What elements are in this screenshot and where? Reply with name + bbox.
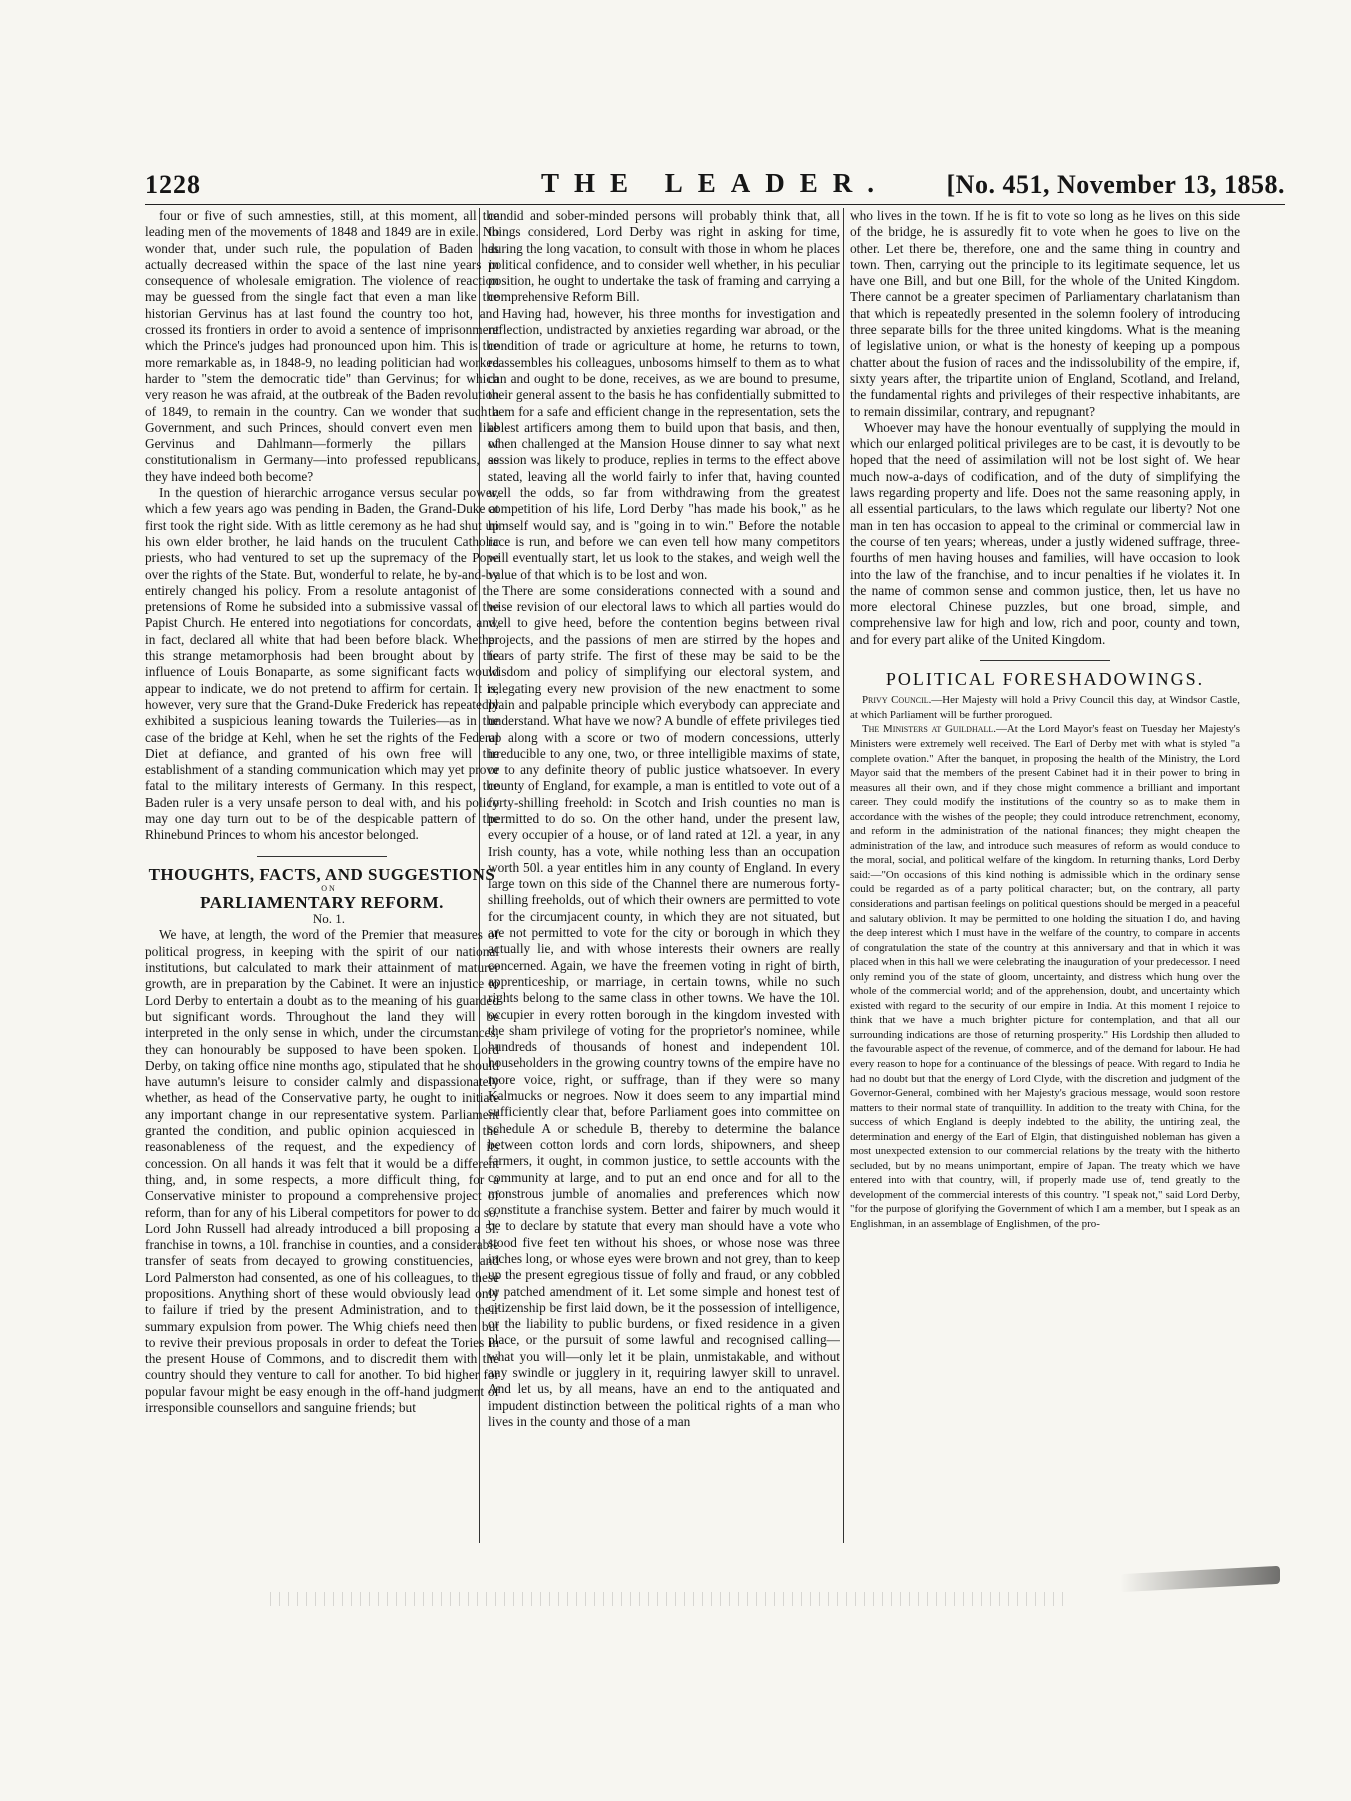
article-heading-subject: PARLIAMENTARY REFORM.	[200, 892, 444, 912]
body-paragraph: Whoever may have the honour eventually of supplying the mould in which our enlarged political privileges are to be cast, it is devoutly to be hoped that the need of assimilation will not be lost sight of. We hear much now-a-days of codification, and of the duty of simplifying the laws regarding property and life. Does not the same reasoning apply, in all essential particulars, to the laws which regulate our liberty? Not one man in ten has occasion to appeal to the criminal or commercial law in the course of ten years; whereas, under a justly widened suffrage, three-fourths of men having houses and families, will have occasion to look into the law of the franchise, and to incur penalties if he violates it. In the name of common sense and common justice, then, let us have no more electoral Chinese puzzles, but one broad, simple, and comprehensive law for high and low, rich and poor, county and town, and for every part alike of the United Kingdom.	[850, 419, 1240, 647]
news-item-text: —Her Majesty will hold a Privy Council this day, at Windsor Castle, at which Parliament will be further prorogued.	[850, 694, 1240, 721]
body-paragraph: In the question of hierarchic arrogance versus secular power, which a few years ago was pending in Baden, the Grand-Duke at first took the right side. With as little ceremony as he had shut up his own elder brother, he laid hands on the truculent Catholic priests, who had ventured to set up the supremacy of the Pope over the rights of the State. But, wonderful to relate, he by-and-by entirely changed his policy. From a resolute antagonist of the pretensions of Rome he subsided into a submissive vassal of the Papist Church. He entered into negotiations for concordats, and, in fact, declared all white that had been before black. Whether this strange metamorphosis had been brought about by the influence of Louis Bonaparte, as some significant facts would appear to indicate, we do not pretend to affirm for certain. It is, however, very sure that the Grand-Duke Frederick has repeatedly exhibited a suspicious leaning towards the Tuileries—as in the case of the bridge at Kehl, when he set the rights of the Federal Diet at defiance, and granted of his own free will the establishment of a standing communication which may yet prove fatal to the military interests of Germany. In this respect, the Baden ruler is a very unsafe person to deal with, and his policy may one day turn out to be of the despicable pattern of the Rhinebund Princes to whom his ancestor belonged.	[145, 485, 499, 843]
section-divider	[257, 856, 387, 857]
ink-smudge	[1120, 1566, 1280, 1592]
news-item-lead: The Ministers at Guildhall.	[862, 723, 996, 736]
article-heading-on: ON	[321, 883, 337, 893]
masthead-title: THE LEADER.	[540, 168, 890, 198]
issue-info: [No. 451, November 13, 1858.	[946, 170, 1285, 199]
news-items	[850, 693, 1240, 1231]
column-left	[145, 208, 499, 1548]
column-middle	[488, 208, 840, 1548]
section-divider	[980, 660, 1110, 661]
page-number: 1228	[145, 170, 201, 199]
section-title: POLITICAL FORESHADOWINGS.	[885, 669, 1205, 690]
print-speckle	[270, 1592, 1070, 1606]
news-item	[850, 722, 1240, 1231]
article-number: No. 1.	[312, 911, 346, 927]
body-paragraph: who lives in the town. If he is fit to vote so long as he lives on this side of the bridge, he is assuredly fit to vote when he goes to live on the other. Let there be, therefore, one and the same thing in country and town. Then, carrying out the principle to its legitimate sequence, let us have one Bill, and but one Bill, for the whole of the United Kingdom. There cannot be a greater specimen of Parliamentary charlatanism than that which is repeatedly presented in the solemn foolery of introducing three separate bills for the three united kingdoms. What is the meaning of legislative union, or what is the honesty of keeping up a pompous chatter about the fusion of races and the indissolubility of the empire, if, sixty years after, the tripartite union of England, Scotland, and Ireland, the fundamental rights and privileges of their respective inhabitants, are to remain dissimilar, contrary, and repugnant?	[850, 208, 1240, 419]
body-paragraph: There are some considerations connected with a sound and wise revision of our electoral laws to which all parties would do well to give heed, before the contention begins between rival projects, and the passions of men are stirred by the hopes and fears of party strife. The first of these may be said to be the wisdom and policy of simplifying our electoral system, and relegating every new provision of the new enactment to some plain and palpable principle which everybody can appreciate and understand. What have we now? A bundle of effete privileges tied up along with a score or two of modern concessions, utterly irreducible to any one, two, or three intelligible maxims of state, or to any definite theory of public justice whatsoever. In every county of England, for example, a man is entitled to vote out of a forty-shilling freehold: in Scotch and Irish counties no man is permitted to do so. On the other hand, under the present law, every occupier of a house, or of land rated at 12l. a year, in any Irish county, has a vote, while nothing less than an occupation worth 50l. a year entitles him in any county of England. In every large town on this side of the Channel there are numerous forty-shilling freeholds, out of which their owners are permitted to vote for the circumjacent county, in which they are not situated, but are not permitted to vote for the city or borough in which they actually lie, and with whose interests their owners are really concerned. Again, we have the freemen voting in right of birth, apprenticeship, or marriage, in certain towns, while no such rights belong to the same class in other towns. We have the 10l. occupier in every rotten borough in the kingdom invested with the sham privilege of voting for the proprietor's nominee, while hundreds of thousands of honest and independent 10l. householders in the growing country towns of the empire have no more voice, right, or suffrage, than if they were so many Kalmucks or negroes. Now it does seem to any impartial mind sufficiently clear that, before Parliament goes into committee on schedule A or schedule B, thereby to determine the balance between cotton lords and corn lords, shipowners, and sheep farmers, it ought, in common justice, to settle accounts with the community at large, and to put an end once and for all to the monstrous jumble of anomalies and preferences which now constitute a franchise system. Better and fairer by much would it be to declare by statute that every man should have a vote who stood five feet ten without his shoes, or whose nose was three inches long, or whose eyes were brown and not grey, than to keep up the present egregious tissue of folly and fraud, or any cobbled or patched amendment of it. Let some simple and honest test of citizenship be first laid down, be it the possession of intelligence, or the liability to public burdens, or fixed residence in a given place, or the pursuit of some lawful and recognised calling—what you will—only let it be plain, unmistakable, and without any swindle or jugglery in it, requiring lawyer skill to unravel. And let us, by all means, have an end to the antiquated and impudent distinction between the political rights of a man who lives in the county and those of a man	[488, 582, 840, 1429]
body-paragraph: We have, at length, the word of the Premier that measures of political progress, in keeping with the spirit of our national institutions, but calculated to mark their attainment of maturer growth, are in preparation by the Cabinet. It were an injustice to Lord Derby to entertain a doubt as to the meaning of his guarded but significant words. Throughout the land they will be interpreted in the only sense in which, under the circumstances, they can honourably be supposed to have been spoken. Lord Derby, on taking office nine months ago, stipulated that he should have autumn's leisure to consider calmly and dispassionately whether, as head of the Conservative party, he ought to initiate any important change in our representative system. Parliament granted the condition, and public opinion acquiesced in the reasonableness of the request, and the expediency of its concession. On all hands it was felt that it would be a different thing, and, in some respects, a more difficult thing, for a Conservative minister to propound a comprehensive project of reform, than for any of his Liberal competitors for power to do so. Lord John Russell had already introduced a bill proposing a 5l. franchise in towns, a 10l. franchise in counties, and a considerable transfer of seats from decayed to growing constituencies, and Lord Palmerston had consented, as one of his colleagues, to these propositions. Anything short of these would obviously lead only to failure if tried by the present Administration, and to their summary expulsion from power. The Whig chiefs need then but to revive their previous proposals in order to defeat the Tories in the present House of Commons, and to discredit them with the country should they venture to call for another. To bid higher for popular favour might be easy enough in the off-hand judgment of irresponsible counsellors and sanguine friends; but	[145, 927, 499, 1416]
body-paragraph: Having had, however, his three months for investigation and reflection, undistracted by anxieties regarding war abroad, or the condition of trade or agriculture at home, he returns to town, reassembles his colleagues, unbosoms himself to them as to what can and ought to be done, receives, as we are bound to presume, their general assent to the basis he has confidentially submitted to them for a safe and efficient change in the representation, sets the ablest artificers among them to build upon that basis, and then, when challenged at the Mansion House dinner to say what next session was likely to produce, replies in terms to the effect above stated, leaving all the world fairly to infer that, having counted well the odds, so far from withdrawing from the greatest competition of his life, Lord Derby "has made his book," as he himself would say, and is "going in to win." Before the notable race is run, and before we can even tell how many competitors will eventually start, let us look to the stakes, and weigh well the value of that which is to be lost and won.	[488, 305, 840, 582]
article-heading: THOUGHTS, FACTS, AND SUGGESTIONS	[148, 864, 496, 884]
news-item-lead: Privy Council.	[862, 694, 932, 707]
body-paragraph: four or five of such amnesties, still, at this moment, all the leading men of the movements of 1848 and 1849 are in exile. No wonder that, under such rule, the population of Baden has actually decreased within the space of the last nine years in consequence of wholesale emigration. The violence of reaction may be guessed from the single fact that even a man like the historian Gervinus has at last found the country too hot, and crossed its frontiers in order to avoid a sentence of imprisonment which the Prince's judges had pronounced upon him. This is the more remarkable as, in 1848-9, no leading politician had worked harder to "stem the democratic tide" than Gervinus; for which very reason he was afraid, at the outbreak of the Baden revolution of 1849, to remain in the country. Can we wonder that such a Government, and such Princes, should convert even men like Gervinus and Dahlmann—formerly the pillars of constitutionalism in Germany—into professed republicans, as they have indeed both become?	[145, 208, 499, 484]
news-item	[850, 693, 1240, 722]
column-right	[850, 208, 1240, 1548]
page-header	[145, 164, 1285, 205]
column-rule-right	[843, 208, 844, 1543]
body-paragraph: candid and sober-minded persons will probably think that, all things considered, Lord Derby was right in asking for time, during the long vacation, to consult with those in whom he places political confidence, and to consider well whether, in his peculiar position, he ought to undertake the task of framing and carrying a comprehensive Reform Bill.	[488, 208, 840, 305]
news-item-text: —At the Lord Mayor's feast on Tuesday her Majesty's Ministers were extremely well received. The Earl of Derby met with what is styled "a complete ovation." After the banquet, in proposing the health of the Ministry, the Lord Mayor said that the members of the present Cabinet had it in their power to bring in measures all their own, and if they chose might commence a brilliant and important career. They could modify the institutions of the country so as to make them in accordance with the wishes of the people; they could introduce retrenchment, economy, and reform in the administration of the national finances; they might cheapen the administration of the law, and introduce such measures of reform as would conduce to the moral, social, and political welfare of the kingdom. In returning thanks, Lord Derby said:—"On occasions of this kind nothing is admissible which in the ordinary sense could be regarded as of a party political character; but, on the contrary, all party considerations and partisan feelings on political questions should be merged in a peaceful and salutary oblivion. It may be permitted to one holding the situation I do, and having the deep interest which I must have in the welfare of the country, to compare in accents of congratulation the state of the country at this anniversary and that in which it was placed when in this hall we were celebrating the inauguration of your predecessor. I need only remind you of the state of gloom, uncertainty, and distress which hung over the whole of the commercial world; and of the apprehension, doubt, and uncertainty which existed with regard to the security of our empire in India. At this moment I rejoice to think that we have a much brighter picture for contemplation, and that all our surrounding indications are those of returning prosperity." His Lordship then alluded to the favourable aspect of the revenue, of commerce, and of the demand for labour. He had every reason to hope for a continuance of the blessings of peace. With regard to India he had no doubt but that the energy of Lord Clyde, with the discretion and judgment of the Governor-General, combined with her Majesty's gracious message, would soon restore matters to their normal state of tranquillity. In addition to the treaty with China, for the success of which England is deeply indebted to the ability, the untiring zeal, the determination and energy of the Earl of Elgin, that distinguished nobleman has given a most unexpected extension to our commercial relations by the treaty with the hitherto secluded, but by no means unimportant, empire of Japan. The treaty which we have entered into with that country, will, if properly made use of, tend greatly to the development of the commercial interests of this country. "I speak not," said Lord Derby, "for the purpose of glorifying the Government of which I am a member, but I speak as an Englishman, in an assemblage of Englishmen, of the pro-	[850, 723, 1240, 1230]
